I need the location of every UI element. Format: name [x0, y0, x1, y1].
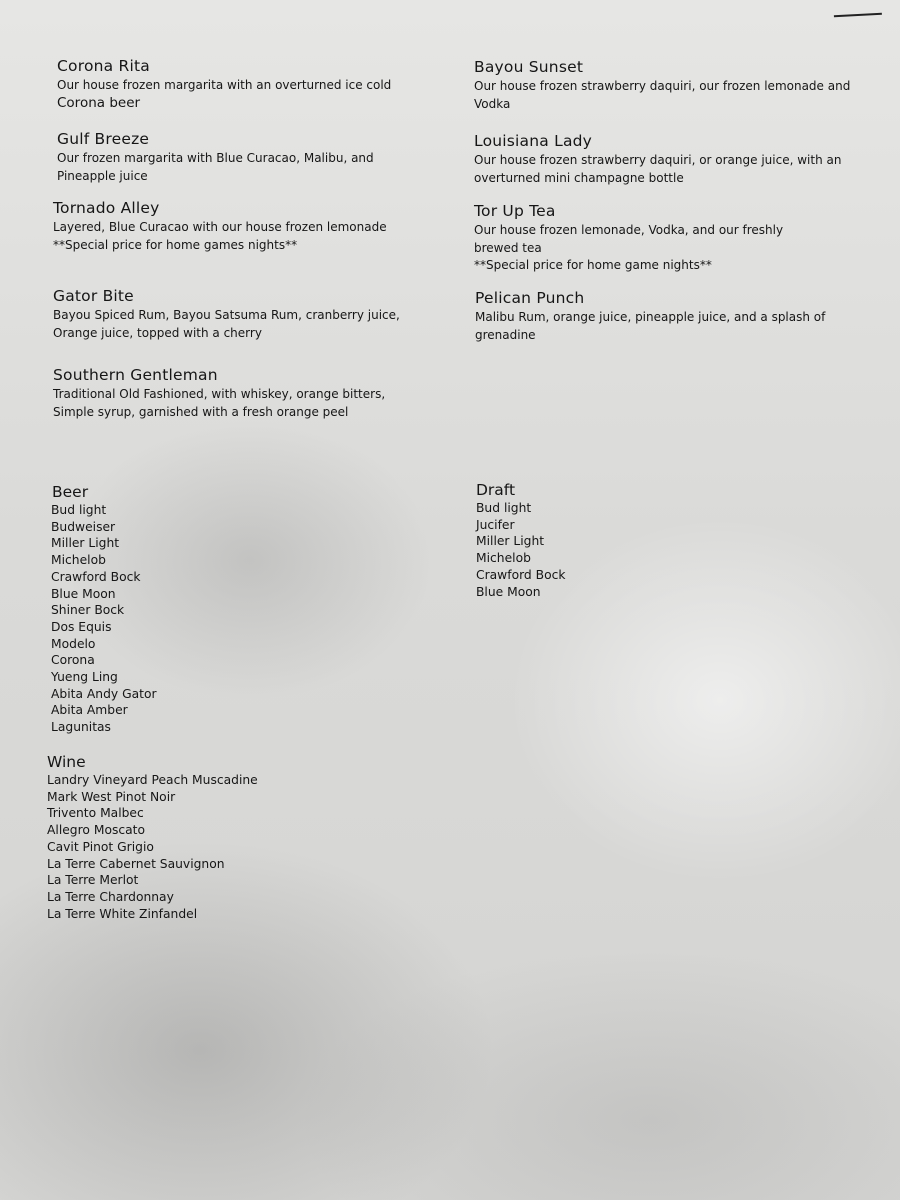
description-line: grenadine: [475, 327, 536, 342]
list-item: Michelob: [476, 551, 531, 566]
description-line: Vodka: [474, 96, 511, 111]
wine-list: [47, 772, 258, 922]
list-item: Lagunitas: [51, 720, 111, 735]
list-item: Landry Vineyard Peach Muscadine: [47, 773, 258, 787]
cocktail-tornado-alley: [53, 198, 387, 254]
list-item: Blue Moon: [476, 584, 541, 599]
description-line: Our house frozen lemonade, Vodka, and our freshly: [474, 223, 784, 237]
cocktail-name: Corona Rita: [57, 57, 150, 75]
description-line: Our house frozen margarita with an overturned ice cold: [57, 78, 392, 92]
cocktail-name: Gator Bite: [53, 287, 134, 305]
list-item: Yueng Ling: [51, 670, 118, 685]
description-line: Malibu Rum, orange juice, pineapple juice, and a splash of: [475, 310, 826, 324]
cocktail-name: Gulf Breeze: [57, 130, 150, 148]
cocktail-corona-rita: [57, 56, 391, 112]
cocktail-description: [53, 307, 400, 342]
beer-heading: Beer: [52, 483, 89, 501]
list-item: Bud light: [51, 503, 107, 517]
cocktail-description: [53, 219, 387, 254]
list-item: Blue Moon: [51, 586, 116, 601]
cocktail-description: [474, 78, 850, 113]
list-item: Michelob: [51, 553, 106, 568]
list-item: Crawford Bock: [476, 567, 566, 582]
cocktail-gator-bite: [53, 286, 400, 342]
list-item: Mark West Pinot Noir: [47, 789, 176, 804]
wine-heading: Wine: [47, 753, 86, 771]
cocktail-name: Tor Up Tea: [474, 202, 556, 220]
beer-list: [51, 502, 157, 736]
description-line: Layered, Blue Curacao with our house frozen lemonade: [53, 220, 387, 234]
list-item: Miller Light: [51, 536, 120, 551]
cocktail-description: [57, 77, 391, 112]
description-line: Traditional Old Fashioned, with whiskey, orange bitters,: [53, 387, 386, 401]
list-item: Allegro Moscato: [47, 823, 146, 838]
draft-heading: Draft: [476, 481, 516, 499]
list-item: Abita Amber: [51, 703, 128, 718]
cocktail-description: [474, 152, 841, 187]
cocktail-louisiana-lady: [474, 131, 841, 187]
description-line: Orange juice, topped with a cherry: [53, 325, 262, 340]
cocktail-name: Tornado Alley: [53, 199, 160, 217]
description-line: brewed tea: [474, 240, 542, 255]
cocktail-southern-gentleman: [53, 365, 385, 421]
list-item: Modelo: [51, 636, 96, 651]
list-item: Corona: [51, 653, 95, 668]
description-line: Our frozen margarita with Blue Curacao, Malibu, and: [57, 151, 374, 165]
list-item: Cavit Pinot Grigio: [47, 839, 154, 854]
list-item: La Terre White Zinfandel: [47, 906, 198, 921]
list-item: Miller Light: [476, 534, 545, 549]
cocktail-description: [57, 150, 374, 185]
cocktail-bayou-sunset: [474, 57, 850, 113]
list-item: La Terre Merlot: [47, 873, 139, 888]
cocktail-gulf-breeze: [57, 129, 374, 185]
cocktail-description: [475, 309, 825, 344]
description-line: Simple syrup, garnished with a fresh orange peel: [53, 404, 349, 419]
cocktail-tor-up-tea: [474, 201, 783, 275]
cocktail-description: [474, 222, 783, 275]
cocktail-name: Southern Gentleman: [53, 366, 218, 384]
list-item: Abita Andy Gator: [51, 686, 157, 701]
list-item: La Terre Chardonnay: [47, 889, 174, 904]
list-item: Trivento Malbec: [47, 806, 144, 821]
list-item: La Terre Cabernet Sauvignon: [47, 856, 225, 871]
corner-mark: [834, 13, 882, 22]
list-item: Bud light: [476, 501, 532, 515]
cocktail-name: Pelican Punch: [475, 289, 585, 307]
description-line: Pineapple juice: [57, 168, 148, 183]
description-line: Bayou Spiced Rum, Bayou Satsuma Rum, cranberry juice,: [53, 308, 400, 322]
list-item: Jucifer: [476, 517, 515, 532]
list-item: Budweiser: [51, 519, 116, 534]
cocktail-name: Bayou Sunset: [474, 58, 584, 76]
list-item: Dos Equis: [51, 619, 112, 634]
description-line: Corona beer: [57, 94, 141, 111]
description-line: Our house frozen strawberry daquiri, or orange juice, with an: [474, 153, 842, 167]
cocktail-pelican-punch: [475, 288, 825, 344]
cocktail-name: Louisiana Lady: [474, 132, 593, 150]
draft-list: [476, 500, 565, 600]
description-line: overturned mini champagne bottle: [474, 170, 684, 185]
description-line: Our house frozen strawberry daquiri, our frozen lemonade and: [474, 79, 851, 93]
description-line: **Special price for home games nights**: [53, 237, 298, 252]
list-item: Crawford Bock: [51, 569, 141, 584]
list-item: Shiner Bock: [51, 603, 125, 618]
description-line: **Special price for home game nights**: [474, 258, 712, 272]
cocktail-description: [53, 386, 385, 421]
